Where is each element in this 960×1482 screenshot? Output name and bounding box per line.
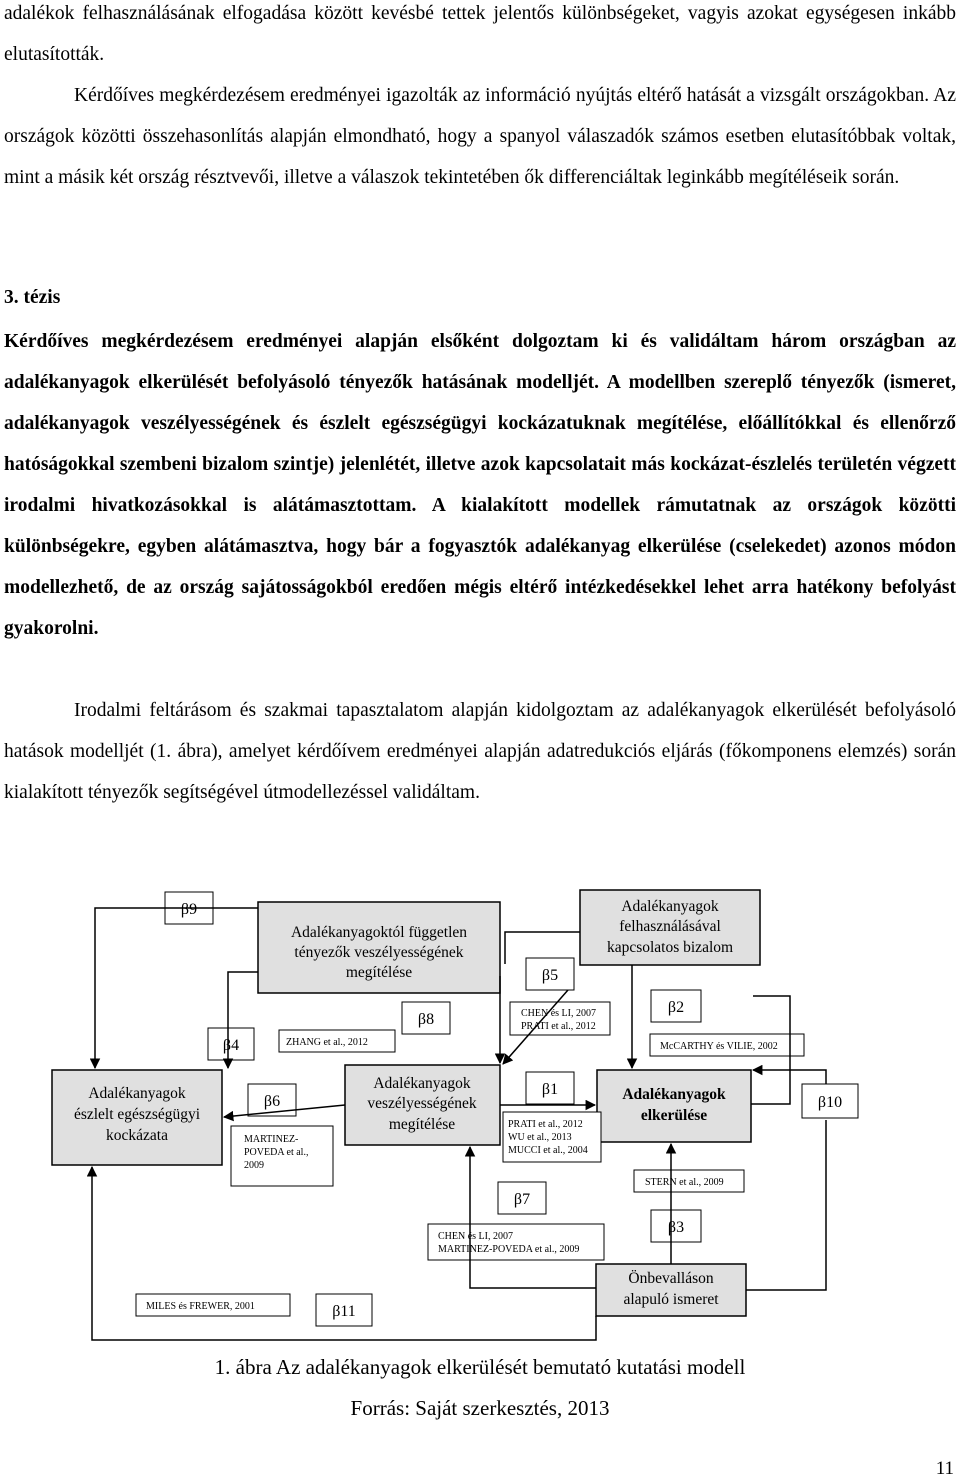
arrow-knowledge-to-danger: [470, 1147, 596, 1288]
figure-source: Forrás: Saját szerkesztés, 2013: [350, 1396, 610, 1420]
beta-label-8: β8: [417, 1011, 435, 1028]
ref-chen-martinez-line2: MARTINEZ-POVEDA et al., 2009: [438, 1244, 580, 1255]
box-independent-line1: Adalékanyagoktól független: [290, 924, 468, 941]
box-avoidance: [597, 1070, 751, 1142]
beta-label-7: β7: [513, 1191, 531, 1208]
page-number: 11: [935, 1458, 954, 1479]
paragraph-model: Irodalmi feltárásom és szakmai tapasztalatom alapján kidolgoztam az adalékanyagok elkerülését befolyásoló hatások modelljét (1. ábra), amelyet kérdőívem eredményei alapján adatredukciós eljárás (főkomponens elemzés) során kialakított tényezők segítségével útmodellezéssel validáltam.: [4, 700, 956, 803]
paragraph-thesis: Kérdőíves megkérdezésem eredményei alapján elsőként dolgoztam ki és validáltam három országban az adalékanyagok elkerülését befolyásoló tényezők hatásának modelljét. A modellben szereplő tényezők (ismeret, adalékanyagok veszélyességének és észlelt egészségügyi kockázatuknak megítélése, előállítókkal és ellenőrző hatóságokkal szembeni bizalom szintje) jelenlétét, illetve azok kapcsolatait más kockázat-észlelés területén végzett irodalmi hivatkozásokkal is alátámasztottam. A kialakított modellek rámutatnak az országok közötti különbségekre, egyben alátámasztva, hogy bár a fogyasztók adalékanyag elkerülése (cselekedet) azonos módon modellezhető, de az ország sajátosságokból eredően mégis eltérő intézkedésekkel lehet arra hatékony befolyást gyakorolni.: [4, 331, 956, 639]
box-trust-line2: felhasználásával: [619, 918, 721, 935]
box-trust-line3: kapcsolatos bizalom: [606, 939, 734, 956]
box-health-line3: kockázata: [106, 1127, 168, 1144]
figure-caption: 1. ábra Az adalékanyagok elkerülését bemutató kutatási modell: [214, 1355, 746, 1379]
thesis-heading: 3. tézis: [4, 287, 61, 308]
ref-chen-prati-line1: CHEN és LI, 2007: [521, 1008, 596, 1019]
ref-mccarthy-text: McCARTHY és VILIE, 2002: [660, 1041, 778, 1052]
ref-martinez-line1: MARTINEZ-: [244, 1134, 299, 1145]
arrow-knowledge-to-beta10: [746, 1120, 826, 1290]
box-independent-line2: tényezők veszélyességének: [294, 944, 464, 961]
beta-label-4: β4: [222, 1037, 240, 1054]
box-danger-line3: megítélése: [388, 1116, 456, 1133]
beta-label-9: β9: [180, 901, 198, 918]
beta-label-6: β6: [263, 1093, 281, 1110]
beta-label-10: β10: [817, 1094, 843, 1111]
box-knowledge-line2: alapuló ismeret: [623, 1291, 719, 1308]
ref-martinez-line2: POVEDA et al.,: [244, 1147, 309, 1158]
box-health-line1: Adalékanyagok: [88, 1085, 186, 1102]
box-knowledge-line1: Önbevalláson: [628, 1270, 714, 1287]
beta-label-1: β1: [541, 1081, 559, 1098]
box-trust-line1: Adalékanyagok: [621, 898, 719, 915]
ref-chen-prati-line2: PRATI et al., 2012: [521, 1021, 596, 1032]
paragraph-results: Kérdőíves megkérdezésem eredményei igazolták az információ nyújtás eltérő hatását a vizsgált országokban. Az országok közötti összehasonlítás alapján elmondható, hogy a spanyol válaszadók számos esetben elutasítóbbak voltak, mint a másik két ország résztvevői, illetve a válaszok tekintetében ők differenciáltak leginkább megítéléseik során.: [4, 85, 956, 188]
beta-label-11: β11: [332, 1303, 356, 1320]
beta-label-2: β2: [667, 999, 685, 1016]
ref-chen-martinez-line1: CHEN és LI, 2007: [438, 1231, 513, 1242]
box-danger-line2: veszélyességének: [367, 1095, 477, 1112]
research-model-diagram: [0, 880, 960, 1350]
ref-martinez-line3: 2009: [244, 1160, 264, 1171]
beta-label-3: β3: [667, 1219, 685, 1236]
ref-miles-text: MILES és FREWER, 2001: [146, 1301, 255, 1312]
ref-prati-wu-line2: WU et al., 2013: [508, 1132, 572, 1143]
ref-stern-text: STERN et al., 2009: [645, 1177, 724, 1188]
box-avoidance-line1: Adalékanyagok: [622, 1086, 726, 1103]
ref-prati-wu-line1: PRATI et al., 2012: [508, 1119, 583, 1130]
beta-label-5: β5: [541, 967, 559, 984]
paragraph-intro: adalékok felhasználásának elfogadása között kevésbé tettek jelentős különbségeket, vagyis azokat egységesen inkább elutasították.: [4, 3, 956, 65]
box-health-line2: észlelt egészségügyi: [73, 1106, 201, 1123]
ref-zhang-text: ZHANG et al., 2012: [286, 1037, 368, 1048]
ref-prati-wu-line3: MUCCI et al., 2004: [508, 1145, 588, 1156]
box-danger-line1: Adalékanyagok: [373, 1075, 471, 1092]
box-independent-line3: megítélése: [345, 964, 413, 981]
box-avoidance-line2: elkerülése: [640, 1107, 708, 1124]
